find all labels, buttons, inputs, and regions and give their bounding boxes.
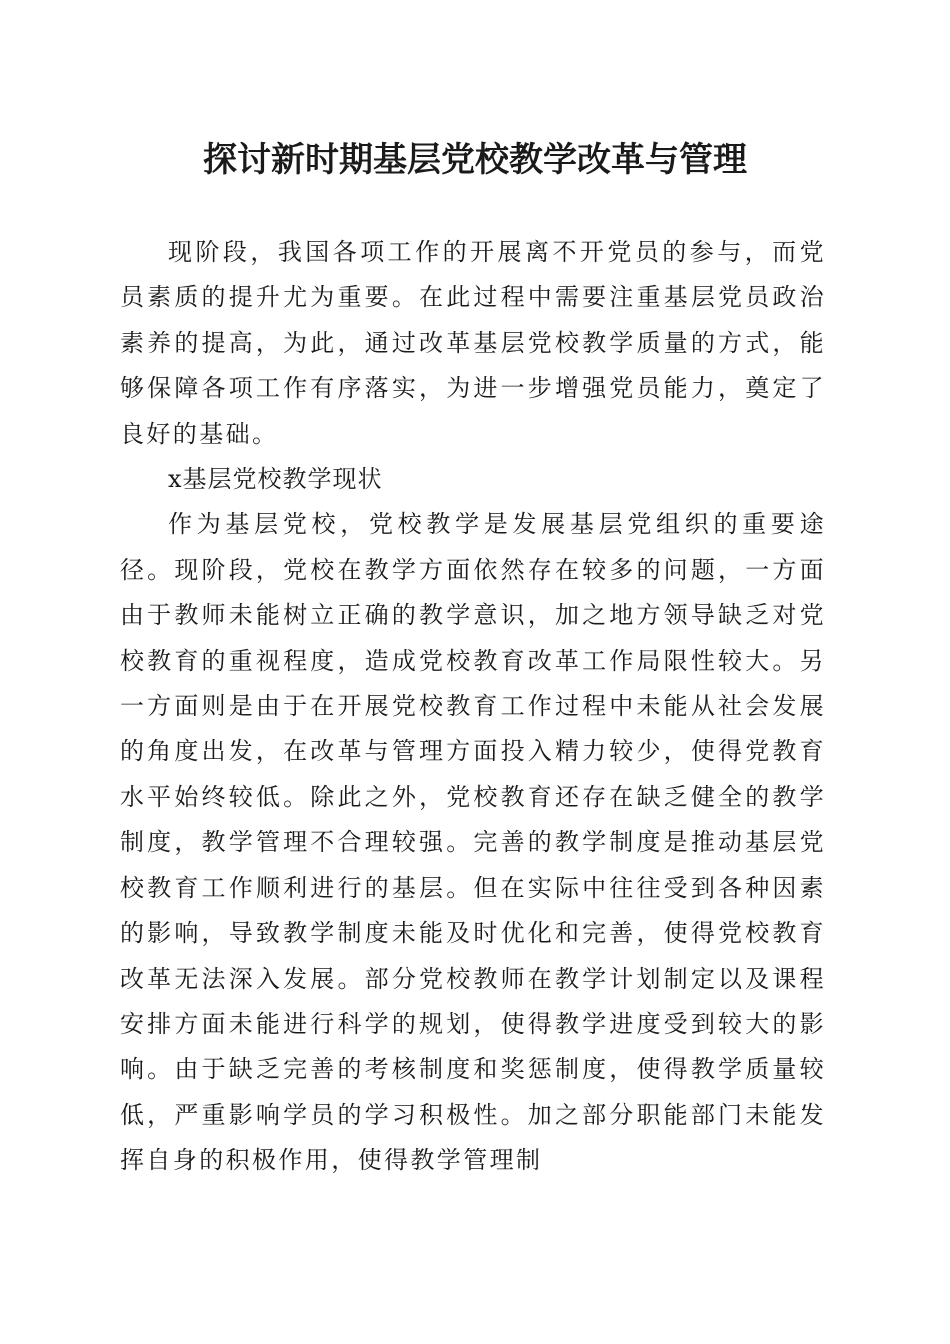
paragraph-intro: 现阶段，我国各项工作的开展离不开党员的参与，而党员素质的提升尤为重要。在此过程中需要注重基层党员政治素养的提高，为此，通过改革基层党校教学质量的方式，能够保障各项工作有序落实，为进一步增强党员能力，奠定了良好的基础。	[120, 238, 826, 448]
section-heading: x基层党校教学现状	[168, 465, 383, 494]
document-body	[120, 230, 826, 1184]
document-title: 探讨新时期基层党校教学改革与管理	[203, 140, 747, 180]
paragraph-current-status: 作为基层党校，党校教学是发展基层党组织的重要途径。现阶段，党校在教学方面依然存在较多的问题，一方面由于教师未能树立正确的教学意识，加之地方领导缺乏对党校教育的重视程度，造成党校教育改革工作局限性较大。另一方面则是由于在开展党校教育工作过程中未能从社会发展的角度出发，在改革与管理方面投入精力较少，使得党教育水平始终较低。除此之外，党校教育还存在缺乏健全的教学制度，教学管理不合理较强。完善的教学制度是推动基层党校教育工作顺利进行的基层。但在实际中往往受到各种因素的影响，导致教学制度未能及时优化和完善，使得党校教育改革无法深入发展。部分党校教师在教学计划制定以及课程安排方面未能进行科学的规划，使得教学进度受到较大的影响。由于缺乏完善的考核制度和奖惩制度，使得教学质量较低，严重影响学员的学习积极性。加之部分职能部门未能发挥自身的积极作用，使得教学管理制	[120, 510, 826, 1175]
